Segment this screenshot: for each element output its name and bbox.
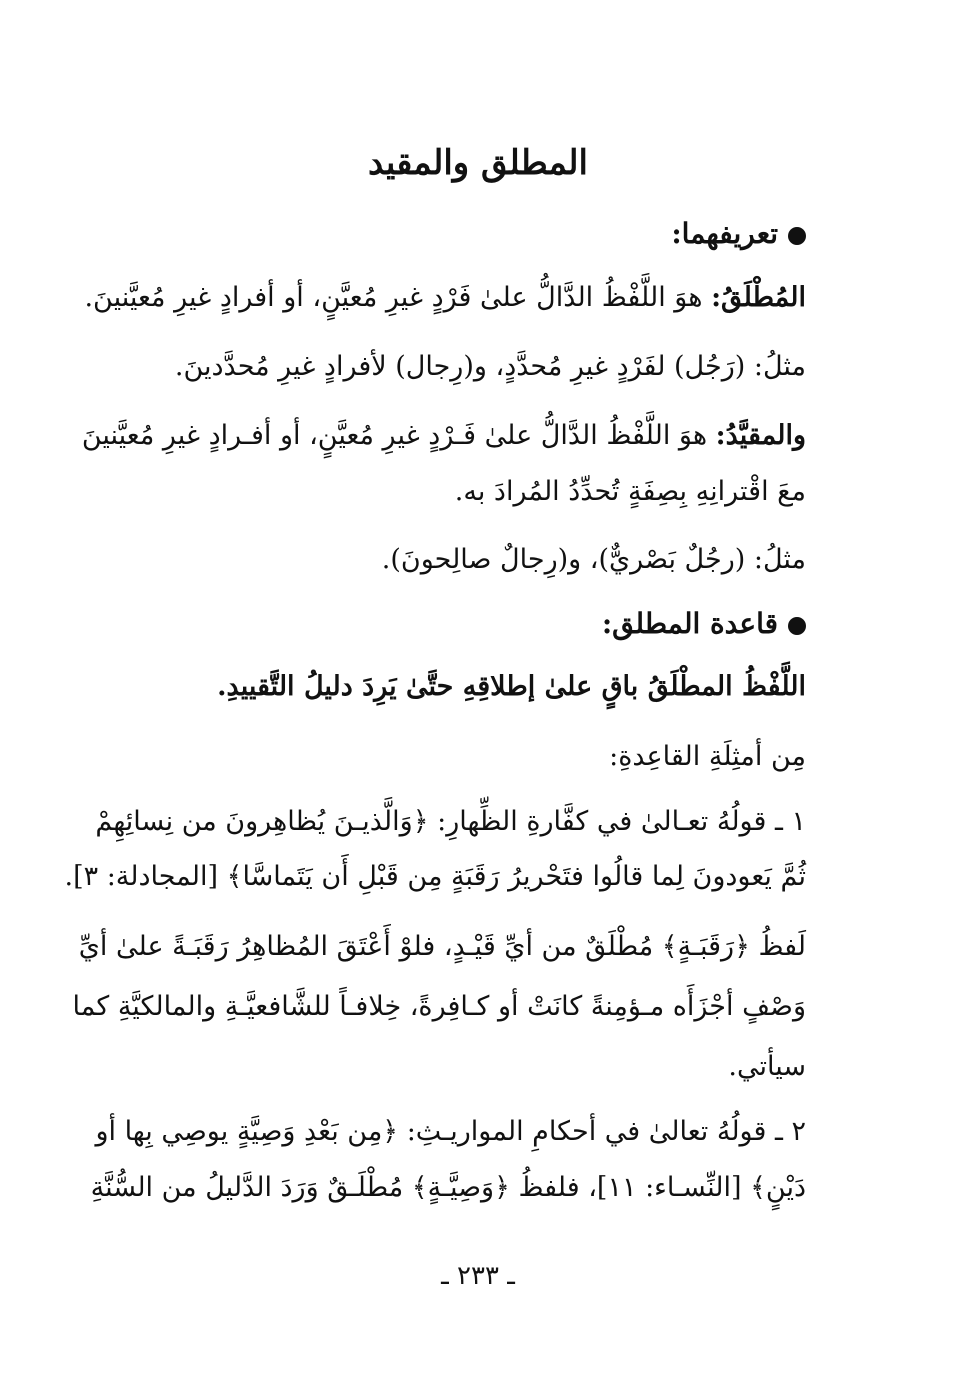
definition-text: هوَ اللَّفْظُ الدَّالُّ علىٰ فَرْدٍ غيرِ مُعيَّنٍ، أو أفرادٍ غيرِ مُعيَّنينَ. <box>84 282 712 313</box>
paragraph-line: ثُمَّ يَعودونَ لِما قالُوا فتَحْريرُ رَقَبَةٍ مِن قَبْلِ أَن يَتَماسَّا﴾ [المجادلة: ٣]. <box>64 861 806 892</box>
bullet-icon <box>788 227 806 245</box>
paragraph-line: ١ ـ قولُهُ تعـالىٰ في كفَّارةِ الظِّهارِ: ﴿وَالَّذيـنَ يُظاهِرونَ من نِسائِهِمْ <box>95 806 806 837</box>
term-absolute: المُطْلَقُ: <box>711 282 806 313</box>
paragraph-line <box>84 276 806 324</box>
paragraph-line: دَيْنٍ﴾ [النِّسـاء: ١١]، فلفظُ ﴿وَصِيَّـةٍ﴾ مُطْلَـقٌ وَرَدَ الدَّليلُ من السُّنَّةِ <box>90 1172 806 1203</box>
section-heading-rule <box>150 602 806 650</box>
paragraph-line: مثلُ: (رَجُل) لفَرْدٍ غيرِ مُحدَّدٍ، و(رِجال) لأفرادٍ غيرِ مُحدَّدينَ. <box>174 351 806 382</box>
page-number: ـ ٢٣٣ ـ <box>441 1261 515 1291</box>
paragraph-line: معَ اقْترانِهِ بِصِفَةٍ تُحدِّدُ المُرادَ به. <box>454 476 806 507</box>
definition-text: هوَ اللَّفْظُ الدَّالُّ علىٰ فَـرْدٍ غيرِ مُعيَّنٍ، أو أفـرادٍ غيرِ مُعيَّنينَ <box>81 420 716 451</box>
paragraph-line: وَصْفٍ أجْزَأَه مـؤمِنةً كانَتْ أو كـافِرةً، خِلافـاً للشَّافعيَّـةِ والمالكيَّةِ كما <box>72 991 806 1022</box>
paragraph-line: مِن أمثِلَةِ القاعِدةِ: <box>609 741 806 772</box>
heading-text: قاعدة المطلق: <box>601 607 778 640</box>
paragraph-line <box>81 414 806 462</box>
heading-text: تعريفهما: <box>671 217 778 250</box>
rule-statement: اللَّفْظُ المطْلَقُ باقٍ علىٰ إطلاقِهِ حتَّىٰ يَرِدَ دليلُ التَّقييدِ. <box>217 671 806 702</box>
bullet-icon <box>788 617 806 635</box>
term-restricted: والمقيَّدُ: <box>715 420 806 451</box>
paragraph-line: سيأتي. <box>728 1051 806 1082</box>
section-heading-definition <box>150 212 806 260</box>
paragraph-line: لَفظُ ﴿رَقَبَـةٍ﴾ مُطْلَقٌ من أيِّ قَيْـدٍ، فلوْ أَعْتَقَ المُظاهِرُ رَقَبَـةً علىٰ أيِّ <box>78 931 806 962</box>
paragraph-line: مثلُ: (رجُلٌ بَصْريٌّ)، و(رِجالٌ صالِحونَ). <box>381 544 806 575</box>
chapter-title: المطلق والمقيد <box>368 143 588 183</box>
paragraph-line: ٢ ـ قولُهُ تعالىٰ في أحكامِ المواريـثِ: ﴿مِن بَعْدِ وَصِيَّةٍ يوصِي بِها أو <box>95 1116 806 1147</box>
